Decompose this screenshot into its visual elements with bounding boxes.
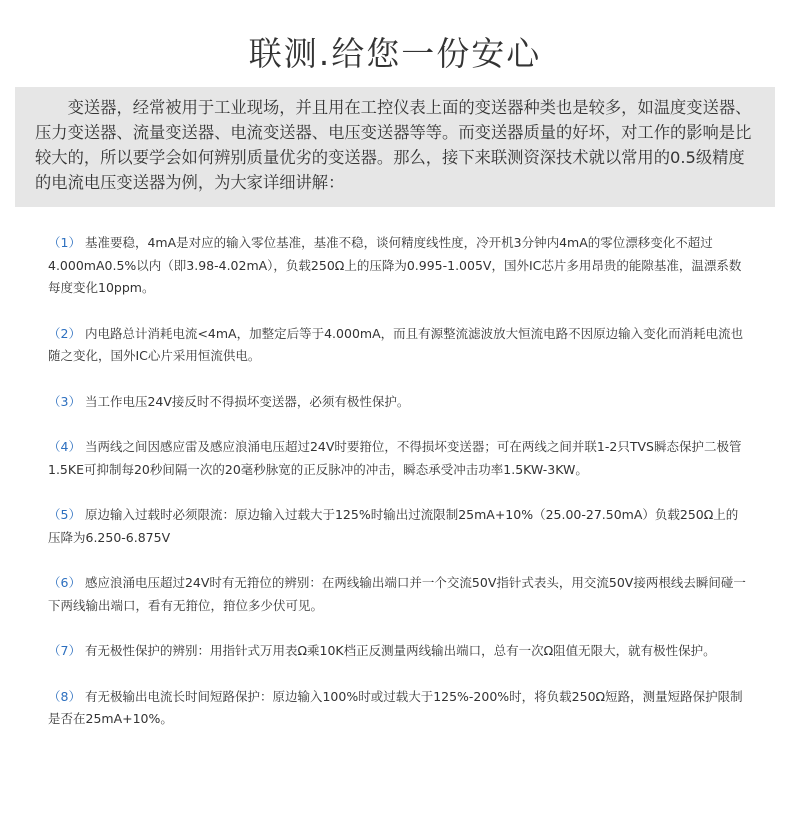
item-text: 有无极输出电流长时间短路保护：原边输入100%时或过载大于125%-200%时，将负载250Ω短路，测量短路保护限制是否在25mA+10%。 xyxy=(48,688,743,726)
list-item xyxy=(48,686,748,731)
list-item xyxy=(48,232,748,300)
item-text: 原边输入过载时必须限流：原边输入过载大于125%时输出过流限制25mA+10%（25.00-27.50mA）负载250Ω上的压降为6.250-6.875V xyxy=(48,507,739,545)
list-item xyxy=(48,323,748,368)
item-number: （7） xyxy=(48,643,81,658)
list-item xyxy=(48,391,748,414)
intro-box xyxy=(15,87,775,207)
intro-text: 变送器，经常被用于工业现场，并且用在工控仪表上面的变送器种类也是较多，如温度变送器、压力变送器、流量变送器、电流变送器、电压变送器等等。而变送器质量的好坏，对工作的影响是比较大的，所以要学会如何辨别质量优劣的变送器。那么，接下来联测资深技术就以常用的0.5级精度的电流电压变送器为例，为大家详细讲解： xyxy=(35,98,752,192)
item-list xyxy=(48,232,748,754)
item-text: 当两线之间因感应雷及感应浪涌电压超过24V时要箝位，不得损坏变送器；可在两线之间并联1-2只TVS瞬态保护二极管 1.5KE可抑制每20秒间隔一次的20毫秒脉宽的正反脉冲的冲击，瞬态承受冲击功率1.5KW-3KW。 xyxy=(48,439,742,477)
item-number: （8） xyxy=(48,688,81,704)
list-item xyxy=(48,572,748,617)
item-number: （1） xyxy=(48,235,81,250)
item-text: 感应浪涌电压超过24V时有无箝位的辨别：在两线输出端口并一个交流50V指针式表头，用交流50V接两根线去瞬间碰一下两线输出端口，看有无箝位，箝位多少伏可见。 xyxy=(48,575,746,613)
item-text: 基准要稳，4mA是对应的输入零位基准，基准不稳，谈何精度线性度，冷开机3分钟内4mA的零位漂移变化不超过4.000mA0.5%以内（即3.98-4.02mA），负载250Ω上的压降为0.995-1.005V，国外IC芯片多用昂贵的能隙基准，温漂系数每度变化10ppm。 xyxy=(48,235,742,295)
item-number: （2） xyxy=(48,325,81,341)
item-text: 内电路总计消耗电流<4mA，加整定后等于4.000mA，而且有源整流滤波放大恒流电路不因原边输入变化而消耗电流也随之变化，国外IC心片采用恒流供电。 xyxy=(48,325,744,363)
item-number: （4） xyxy=(48,439,81,454)
list-item xyxy=(48,436,748,481)
list-item xyxy=(48,640,748,663)
item-number: （5） xyxy=(48,507,81,522)
item-text: 当工作电压24V接反时不得损坏变送器，必须有极性保护。 xyxy=(84,393,410,409)
item-text: 有无极性保护的辨别：用指针式万用表Ω乘10K档正反测量两线输出端口，总有一次Ω阻值无限大，就有极性保护。 xyxy=(84,643,716,658)
item-number: （3） xyxy=(48,393,81,409)
list-item xyxy=(48,504,748,549)
item-number: （6） xyxy=(48,575,81,590)
page-title: 联测.给您一份安心 xyxy=(248,34,542,73)
